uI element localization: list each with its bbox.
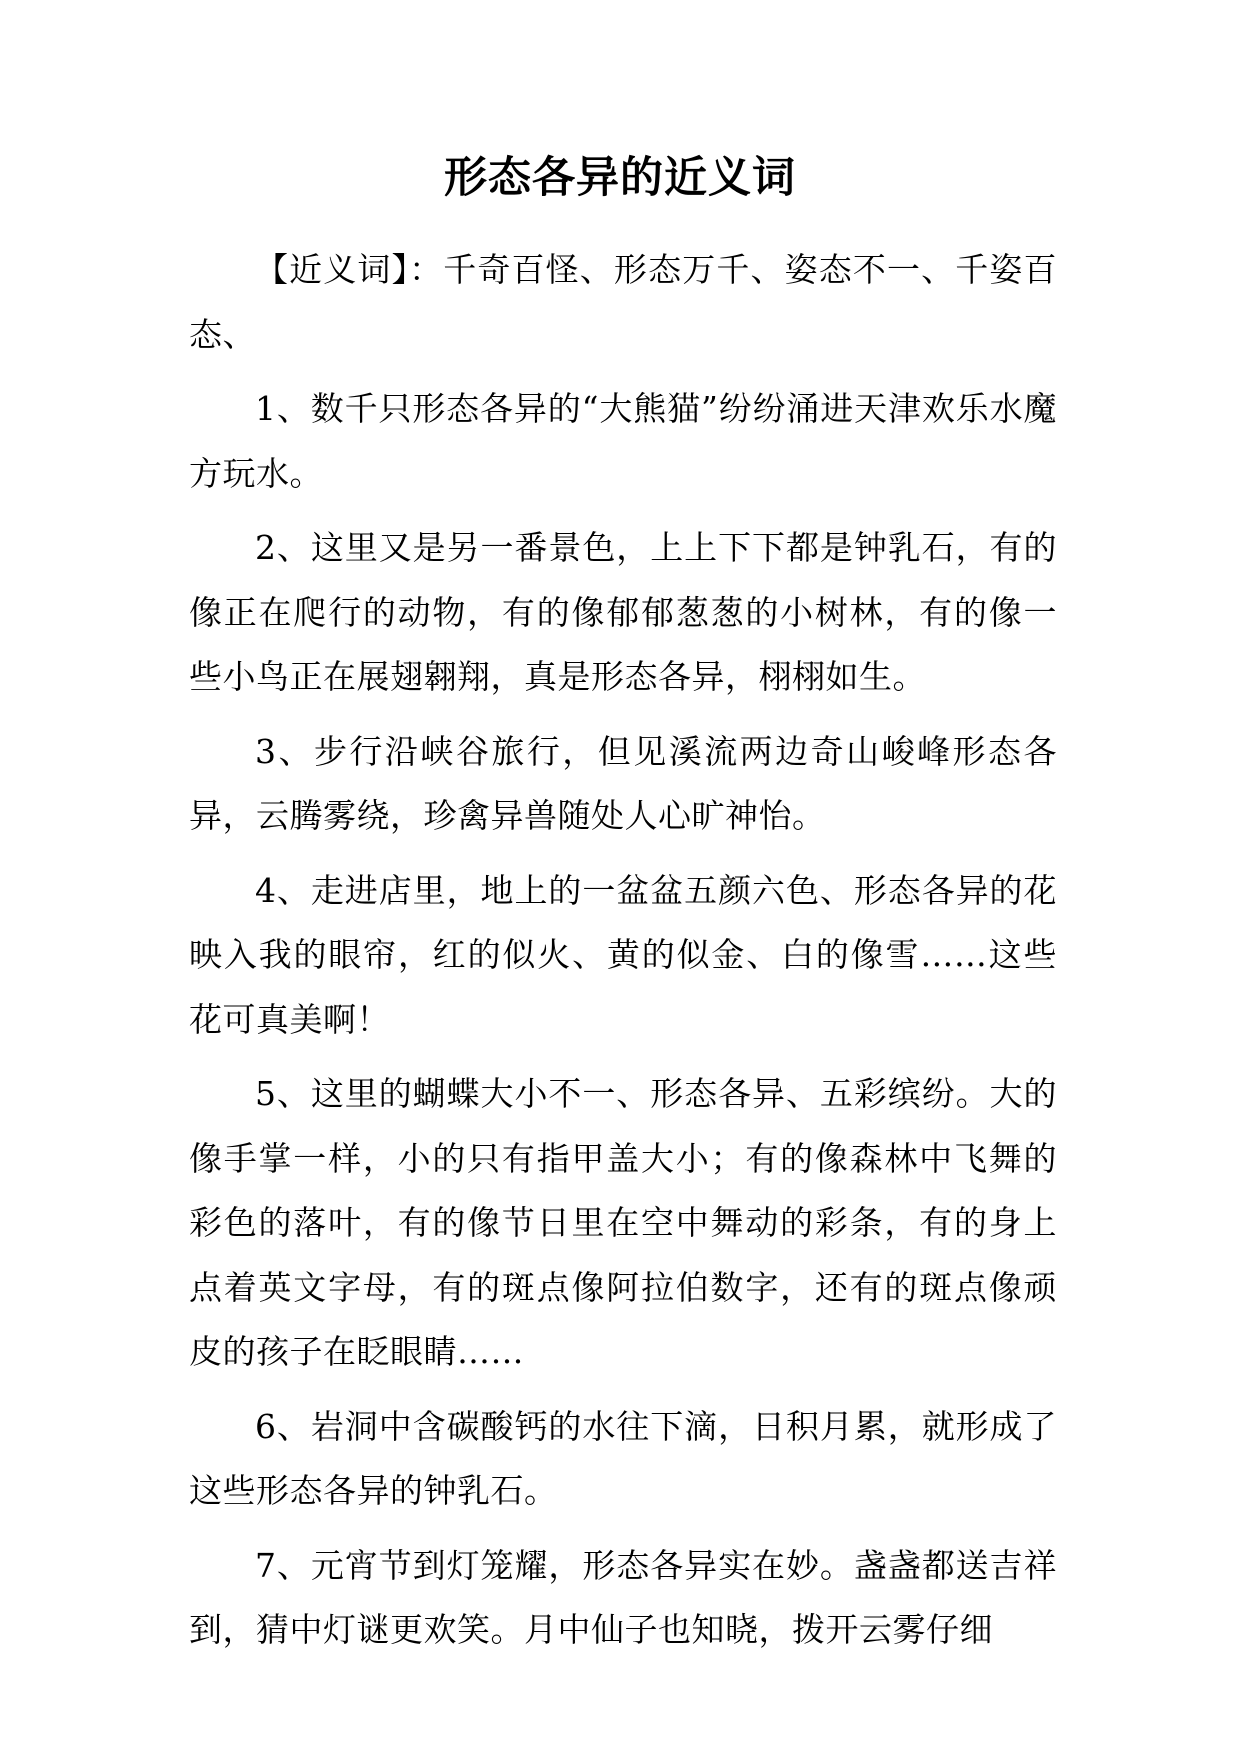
synonyms-paragraph: 【近义词】：千奇百怪、形态万千、姿态不一、千姿百态、 [189, 250, 1057, 354]
example-sentence-2: 2、这里又是另一番景色，上上下下都是钟乳石，有的像正在爬行的动物，有的像郁郁葱葱的小树林，有的像一些小鸟正在展翅翱翔，真是形态各异，栩栩如生。 [189, 528, 1057, 696]
example-sentence-7: 7、元宵节到灯笼耀，形态各异实在妙。盏盏都送吉祥到，猜中灯谜更欢笑。月中仙子也知晓，拨开云雾仔细 [189, 1545, 1057, 1649]
example-sentence-4: 4、走进店里，地上的一盆盆五颜六色、形态各异的花映入我的眼帘，红的似火、黄的似金、白的像雪……这些花可真美啊！ [189, 870, 1057, 1039]
document-body [189, 238, 1057, 1673]
example-sentence-6: 6、岩洞中含碳酸钙的水往下滴，日积月累，就形成了这些形态各异的钟乳石。 [189, 1406, 1057, 1510]
document-title: 形态各异的近义词 [444, 153, 796, 203]
example-sentence-3: 3、步行沿峡谷旅行，但见溪流两边奇山峻峰形态各异，云腾雾绕，珍禽异兽随处人心旷神怡。 [189, 731, 1057, 835]
example-sentence-5: 5、这里的蝴蝶大小不一、形态各异、五彩缤纷。大的像手掌一样，小的只有指甲盖大小；有的像森林中飞舞的彩色的落叶，有的像节日里在空中舞动的彩条，有的身上点着英文字母，有的斑点像阿拉伯数字，还有的斑点像顽皮的孩子在眨眼睛…… [189, 1074, 1057, 1371]
example-sentence-1: 1、数千只形态各异的“大熊猫”纷纷涌进天津欢乐水魔方玩水。 [189, 389, 1057, 493]
